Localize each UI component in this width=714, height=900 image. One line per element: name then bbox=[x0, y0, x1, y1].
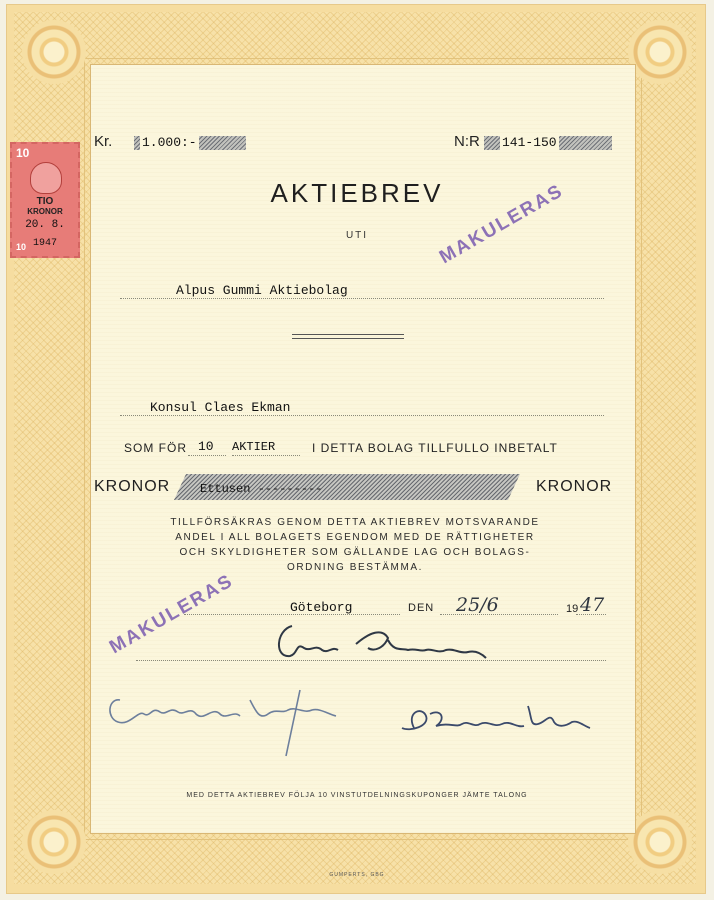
footer-text: MED DETTA AKTIEBREV FÖLJA 10 VINSTUTDELNINGSKUPONGER JÄMTE TALONG bbox=[186, 792, 528, 799]
makuleras-stamp-top: MAKULERAS bbox=[436, 180, 568, 269]
company-line bbox=[120, 298, 604, 299]
shares-count-line bbox=[188, 455, 226, 456]
company-name: Alpus Gummi Aktiebolag bbox=[176, 283, 348, 298]
nr-value: 141-150 bbox=[502, 135, 557, 150]
kronor-left-label: KRONOR bbox=[94, 478, 171, 495]
body-line-3: OCH SKYLDIGHETER SOM GÄLLANDE LAG OCH BOLAGS- bbox=[179, 547, 531, 558]
uti-label: UTI bbox=[345, 230, 369, 241]
corner-rosette-top-right bbox=[628, 20, 692, 84]
den-label: DEN bbox=[408, 602, 435, 614]
year-prefix: 19 bbox=[566, 603, 579, 615]
inbetalt-text: I DETTA BOLAG TILLFULLO INBETALT bbox=[312, 441, 558, 455]
signature-left bbox=[100, 670, 350, 760]
printer-mark: GUMPERTS, GBG bbox=[329, 872, 385, 878]
tax-stamp-year: 1947 bbox=[32, 238, 57, 249]
tax-stamp-top-value: 10 bbox=[16, 146, 30, 160]
tax-stamp-bottom-value: 10 bbox=[16, 242, 27, 252]
body-line-2: ANDEL I ALL BOLAGETS EGENDOM MED DE RÄTTIGHETER bbox=[175, 532, 535, 543]
kr-label: Kr. bbox=[94, 133, 113, 150]
body-line-4: ORDNING BESTÄMMA. bbox=[286, 562, 424, 573]
corner-rosette-top-left bbox=[22, 20, 86, 84]
amount-words: Ettusen --------- bbox=[200, 482, 323, 496]
tax-stamp-date: 20. 8. bbox=[25, 219, 65, 231]
tax-stamp bbox=[10, 142, 80, 258]
separator-rule bbox=[292, 334, 404, 339]
signature-line-main bbox=[136, 660, 606, 661]
year-line bbox=[576, 614, 606, 615]
shares-count: 10 bbox=[198, 439, 214, 454]
aktier-line bbox=[232, 455, 300, 456]
nr-label: N:R bbox=[454, 133, 480, 150]
date-handwritten: 25/6 bbox=[456, 594, 499, 616]
tax-stamp-kronor: KRONOR bbox=[27, 207, 63, 216]
crown-emblem-icon bbox=[30, 162, 62, 194]
corner-rosette-bottom-left bbox=[22, 810, 86, 874]
signature-right bbox=[396, 698, 596, 742]
place: Göteborg bbox=[290, 600, 353, 615]
aktier-label: AKTIER bbox=[232, 440, 276, 454]
page-title: AKTIEBREV bbox=[270, 178, 444, 208]
holder-line bbox=[120, 415, 604, 416]
corner-rosette-bottom-right bbox=[628, 810, 692, 874]
som-for-label: SOM FÖR bbox=[124, 441, 187, 455]
holder-name: Konsul Claes Ekman bbox=[150, 400, 291, 415]
year-handwritten: 47 bbox=[580, 594, 605, 616]
makuleras-stamp-bottom: MAKULERAS bbox=[106, 570, 238, 659]
body-line-1: TILLFÖRSÄKRAS GENOM DETTA AKTIEBREV MOTSVARANDE bbox=[170, 517, 540, 528]
kronor-right-label: KRONOR bbox=[536, 478, 613, 495]
tax-stamp-tio: TIO bbox=[36, 196, 54, 207]
kr-value: 1.000:- bbox=[142, 135, 197, 150]
